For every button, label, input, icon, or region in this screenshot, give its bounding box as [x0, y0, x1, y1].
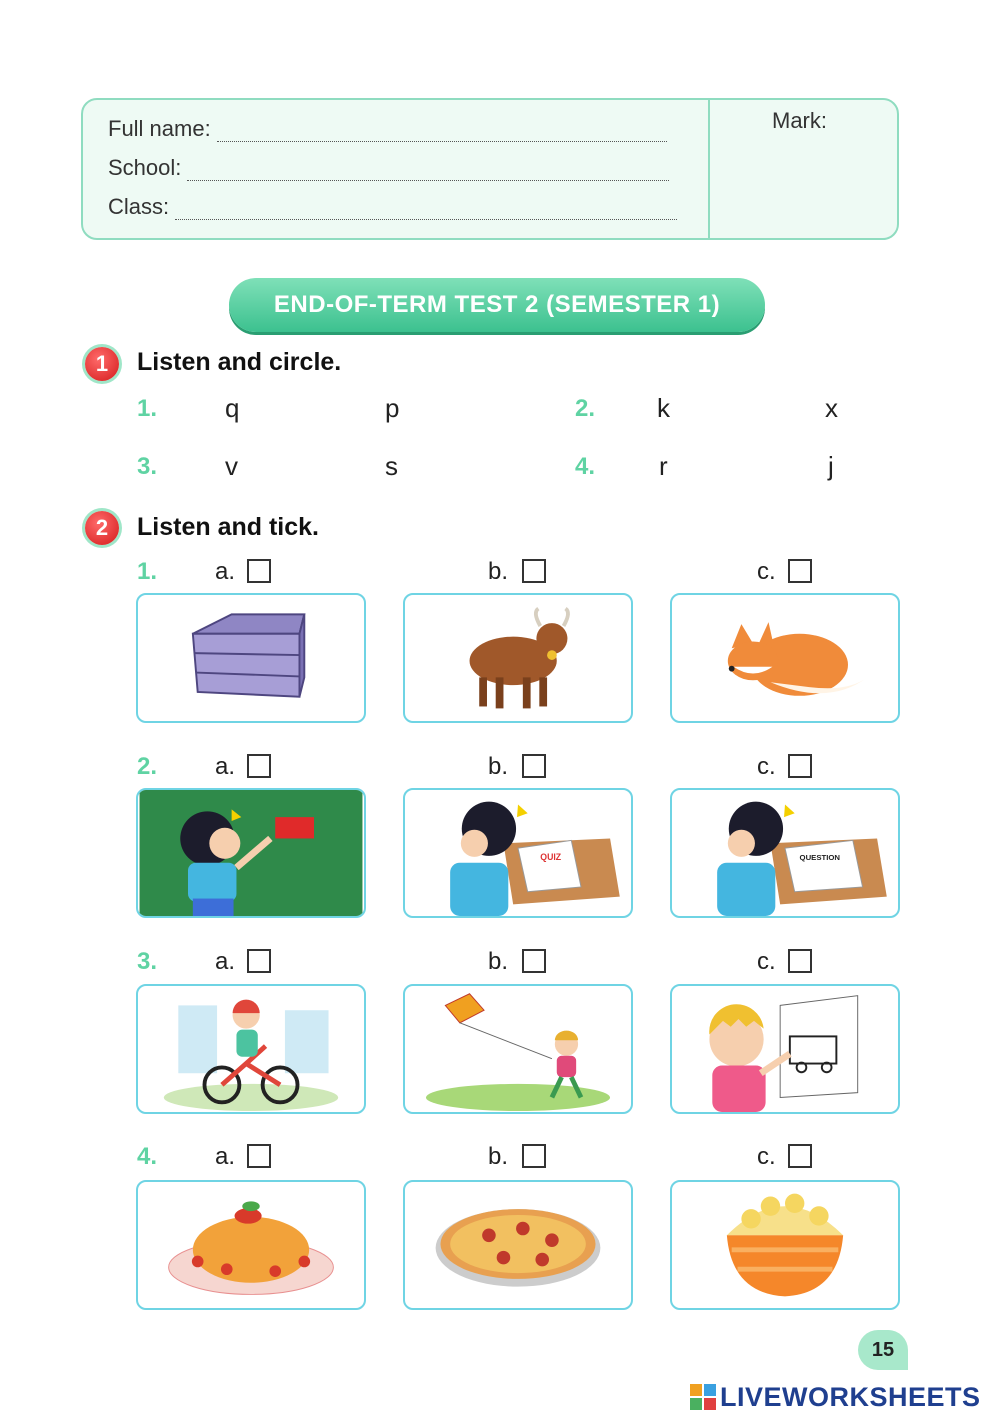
full-name-line[interactable]	[217, 123, 667, 142]
girl-quiz-illustration	[405, 790, 631, 916]
ex2-row-3-tickbox-a[interactable]	[247, 949, 271, 973]
ex2-row-1-tickbox-c[interactable]	[788, 559, 812, 583]
ex1-item-4-number: 4.	[575, 453, 596, 480]
full-name-label: Full name:	[108, 116, 211, 141]
box-illustration	[138, 595, 364, 721]
full-name-row	[108, 116, 667, 142]
ox-image[interactable]	[403, 593, 633, 723]
page-number: 15	[858, 1330, 908, 1370]
ex1-item-3-number: 3.	[137, 453, 158, 480]
boy-drawing-van-image[interactable]	[670, 984, 900, 1114]
ex2-row-2-tickbox-c[interactable]	[788, 754, 812, 778]
ex2-row-4-tickbox-b[interactable]	[522, 1144, 546, 1168]
mark-label: Mark:	[772, 108, 827, 133]
popcorn-image[interactable]	[670, 1180, 900, 1310]
bike-illustration	[138, 986, 364, 1112]
exercise-2-number: 2	[85, 511, 119, 545]
boy-flying-kite-image[interactable]	[403, 984, 633, 1114]
ex2-row-2-label-c: c.	[757, 753, 776, 780]
popcorn-illustration	[672, 1182, 898, 1308]
ex1-item-1-number: 1.	[137, 395, 158, 422]
ex2-row-3-tickbox-b[interactable]	[522, 949, 546, 973]
ex2-row-4-number: 4.	[137, 1143, 158, 1170]
ex2-row-3-label-b: b.	[488, 948, 509, 975]
ex2-row-4-label-b: b.	[488, 1143, 509, 1170]
pizza-illustration	[405, 1182, 631, 1308]
girl-writing-question-image[interactable]	[670, 788, 900, 918]
brand-name: LIVEWORKSHEETS	[720, 1381, 981, 1412]
ox-illustration	[405, 595, 631, 721]
exercise-1-number: 1	[85, 347, 119, 381]
school-label: School:	[108, 155, 182, 180]
fox-image[interactable]	[670, 593, 900, 723]
boy-riding-bike-image[interactable]	[136, 984, 366, 1114]
ex2-row-1-label-a: a.	[215, 558, 236, 585]
ex1-item-3-option-b[interactable]: s	[385, 451, 398, 481]
brand-logo-icon	[690, 1384, 716, 1410]
ex1-item-1-option-b[interactable]: p	[385, 393, 400, 423]
ex1-item-2-option-a[interactable]: k	[657, 393, 670, 423]
mark-divider	[708, 98, 710, 240]
ex2-row-1-label-b: b.	[488, 558, 509, 585]
spaghetti-image[interactable]	[136, 1180, 366, 1310]
class-line[interactable]	[175, 201, 677, 220]
footer-brand	[690, 1380, 990, 1414]
girl-drawing-on-board-image[interactable]	[136, 788, 366, 918]
ex2-row-2-label-b: b.	[488, 753, 509, 780]
ex2-row-1-label-c: c.	[757, 558, 776, 585]
girl-question-illustration	[672, 790, 898, 916]
girl-board-illustration	[138, 790, 364, 916]
ex2-row-1-tickbox-a[interactable]	[247, 559, 271, 583]
school-line[interactable]	[187, 162, 669, 181]
kite-illustration	[405, 986, 631, 1112]
ex2-row-3-label-c: c.	[757, 948, 776, 975]
girl-doing-quiz-image[interactable]	[403, 788, 633, 918]
school-row	[108, 155, 669, 181]
question-paper-text: QUESTION	[799, 852, 841, 862]
ex2-row-4-tickbox-c[interactable]	[788, 1144, 812, 1168]
ex2-row-4-label-a: a.	[215, 1143, 236, 1170]
ex1-item-4-option-b[interactable]: j	[828, 451, 834, 481]
ex1-item-3-option-a[interactable]: v	[225, 451, 238, 481]
class-label: Class:	[108, 194, 170, 219]
exercise-2-instruction: Listen and tick.	[137, 513, 319, 541]
ex2-row-3-number: 3.	[137, 948, 158, 975]
test-title: END-OF-TERM TEST 2 (SEMESTER 1)	[229, 278, 765, 332]
ex2-row-3-label-a: a.	[215, 948, 236, 975]
box-image[interactable]	[136, 593, 366, 723]
ex2-row-3-tickbox-c[interactable]	[788, 949, 812, 973]
ex2-row-1-tickbox-b[interactable]	[522, 559, 546, 583]
ex2-row-2-number: 2.	[137, 753, 158, 780]
pizza-image[interactable]	[403, 1180, 633, 1310]
ex2-row-2-label-a: a.	[215, 753, 236, 780]
ex2-row-2-tickbox-a[interactable]	[247, 754, 271, 778]
ex1-item-1-option-a[interactable]: q	[225, 393, 240, 423]
ex2-row-2-tickbox-b[interactable]	[522, 754, 546, 778]
ex1-item-2-option-b[interactable]: x	[825, 393, 838, 423]
ex1-item-2-number: 2.	[575, 395, 596, 422]
spaghetti-illustration	[138, 1182, 364, 1308]
exercise-1-instruction: Listen and circle.	[137, 348, 342, 376]
ex2-row-1-number: 1.	[137, 558, 158, 585]
ex1-item-4-option-a[interactable]: r	[659, 451, 668, 481]
ex2-row-4-label-c: c.	[757, 1143, 776, 1170]
fox-illustration	[672, 595, 898, 721]
class-row	[108, 194, 677, 220]
quiz-paper-text: QUIZ	[540, 851, 562, 862]
van-drawing-illustration	[672, 986, 898, 1112]
ex2-row-4-tickbox-a[interactable]	[247, 1144, 271, 1168]
